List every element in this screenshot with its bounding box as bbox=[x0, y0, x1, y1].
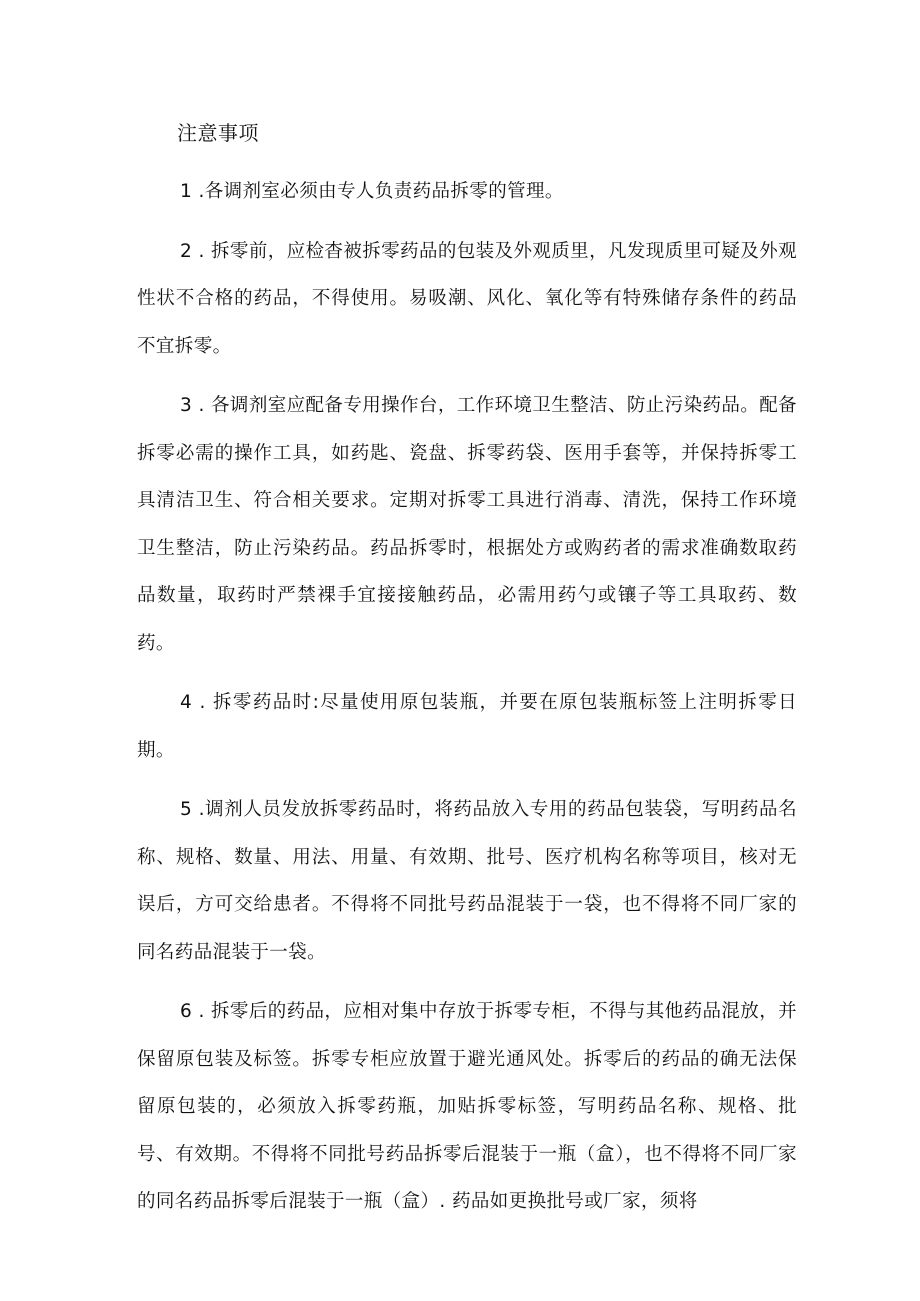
paragraph-5: 5 .调剂人员发放拆零药品时，将药品放入专用的药品包装袋，写明药品名称、规格、数量、用法、用量、有效期、批号、医疗机构名称等项目，核对无误后，方可交给患者。不得将不同批号药品混装于一袋，也不得将不同厂家的同名药品混装于一袋。 bbox=[137, 799, 797, 963]
paragraph-6: 6 . 拆零后的药品，应相对集中存放于拆零专柜，不得与其他药品混放，并保留原包装及标签。拆零专柜应放置于避光通风处。拆零后的药品的确无法保留原包装的，必须放入拆零药瓶，加贴拆零标签，写明药品名称、规格、批号、有效期。不得将不同批号药品拆零后混装于一瓶（盒），也不得将不同厂家的同名药品拆零后混装于一瓶（盒）. 药品如更换批号或厂家，须将 bbox=[137, 1001, 797, 1212]
paragraph-3: 3 . 各调剂室应配备专用操作台，工作环境卫生整洁、防止污染药品。配备拆零必需的操作工具，如药匙、瓷盘、拆零药袋、医用手套等，并保持拆零工具清洁卫生、符合相关要求。定期对拆零工具进行消毒、清洗，保持工作环境卫生整洁，防止污染药品。药品拆零时，根据处方或购药者的需求准确数取药品数量，取药时严禁裸手宜接接触药品，必需用药勺或镶子等工具取药、数药。 bbox=[137, 395, 797, 654]
paragraph-4: 4 . 拆零药品时:尽量使用原包装瓶，并要在原包装瓶标签上注明拆零日期。 bbox=[137, 692, 797, 761]
page-title: 注意事项 bbox=[177, 121, 259, 145]
document-body bbox=[137, 116, 797, 1226]
paragraph-2: 2 . 拆零前，应检杳被拆零药品的包装及外观质里，凡发现质里可疑及外观性状不合格的药品，不得使用。易吸潮、风化、氧化等有特殊储存条件的药品不宜拆零。 bbox=[137, 240, 797, 357]
paragraph-1: 1 .各调剂室必须由专人负责药品拆零的管理。 bbox=[180, 181, 564, 202]
